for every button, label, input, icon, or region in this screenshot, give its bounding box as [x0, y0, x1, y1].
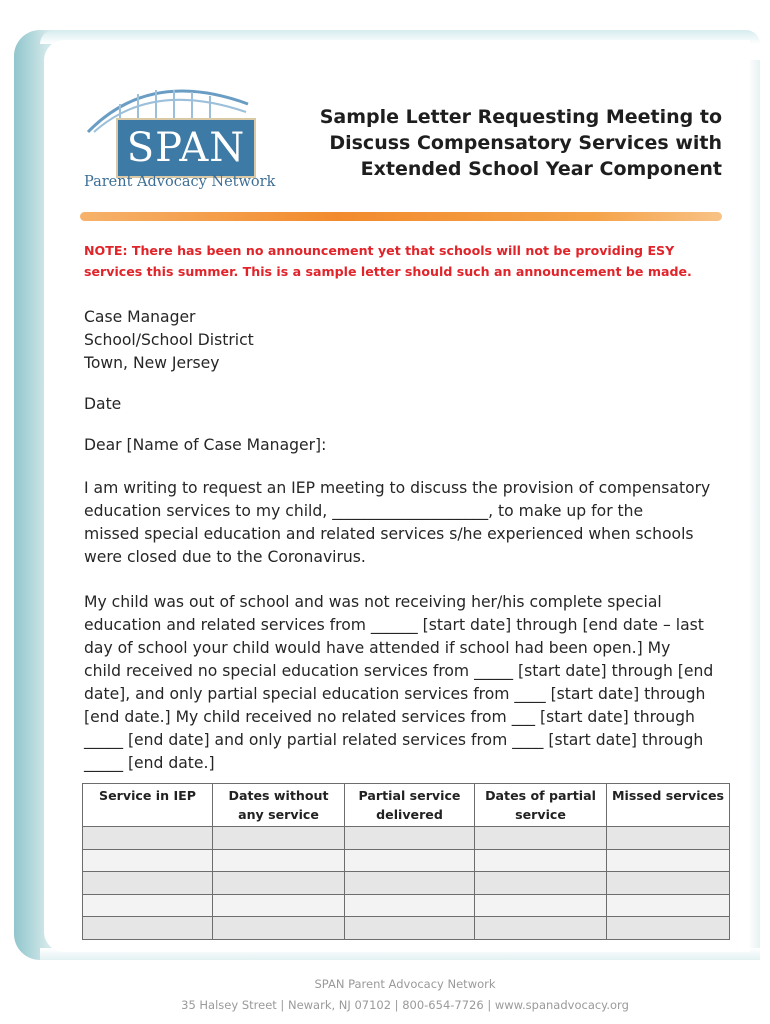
paragraph-line: My child was out of school and was not receiving her/his complete special: [84, 593, 662, 611]
table-cell[interactable]: [213, 894, 345, 917]
table-cell[interactable]: [213, 872, 345, 895]
logo-wordmark-box: [116, 118, 256, 178]
note-line: services this summer. This is a sample letter should such an announcement be made.: [84, 264, 692, 279]
table-cell[interactable]: [213, 917, 345, 940]
orange-divider: [80, 212, 722, 221]
table-row: [83, 849, 730, 872]
paragraph-line: _____ [end date.]: [84, 754, 215, 772]
header-dates-of-partial-service: Dates of partial service: [475, 784, 607, 827]
paragraph-line: child received no special education services from _____ [start date] through [end: [84, 662, 714, 680]
table-cell[interactable]: [345, 849, 475, 872]
address-line: School/School District: [84, 331, 254, 349]
paragraph-line: I am writing to request an IEP meeting to discuss the provision of compensatory: [84, 479, 711, 497]
table-row: [83, 827, 730, 850]
recipient-address: [84, 306, 254, 375]
footer-org-name: SPAN Parent Advocacy Network: [314, 977, 496, 991]
document-title: [282, 104, 722, 182]
table-row: [83, 872, 730, 895]
title-line: Discuss Compensatory Services with: [329, 132, 722, 154]
table-cell[interactable]: [83, 894, 213, 917]
table-cell[interactable]: [345, 827, 475, 850]
header-dates-without-service: Dates without any service: [213, 784, 345, 827]
header-missed-services: Missed services: [607, 784, 730, 827]
paragraph-line: _____ [end date] and only partial related services from ____ [start date] through: [84, 731, 704, 749]
header-partial-service-delivered: Partial service delivered: [345, 784, 475, 827]
body-paragraph-1: [84, 477, 710, 569]
body-paragraph-2: [84, 591, 713, 775]
table-cell[interactable]: [607, 849, 730, 872]
paragraph-line: date], and only partial special education services from ____ [start date] through: [84, 685, 706, 703]
table-cell[interactable]: [83, 917, 213, 940]
page-footer: [0, 974, 770, 1016]
services-table: [82, 783, 730, 940]
date-line: Date: [84, 395, 122, 413]
header-service-in-iep: Service in IEP: [83, 784, 213, 827]
paragraph-line: missed special education and related services s/he experienced when schools: [84, 525, 694, 543]
table-cell[interactable]: [345, 894, 475, 917]
paragraph-line: [end date.] My child received no related services from ___ [start date] through: [84, 708, 695, 726]
table-cell[interactable]: [345, 917, 475, 940]
table-cell[interactable]: [213, 827, 345, 850]
salutation: Dear [Name of Case Manager]:: [84, 436, 327, 454]
table-cell[interactable]: [475, 849, 607, 872]
table-row: [83, 894, 730, 917]
table-header-row: [83, 784, 730, 827]
logo-wordmark: SPAN: [126, 125, 246, 171]
paragraph-line: day of school your child would have attended if school had been open.] My: [84, 639, 671, 657]
paragraph-line: education services to my child, ____________________, to make up for the: [84, 502, 644, 520]
table-cell[interactable]: [475, 917, 607, 940]
paragraph-line: education and related services from ______ [start date] through [end date – last: [84, 616, 704, 634]
table-row: [83, 917, 730, 940]
title-line: Extended School Year Component: [360, 158, 722, 180]
table-cell[interactable]: [475, 872, 607, 895]
address-line: Town, New Jersey: [84, 354, 220, 372]
table-cell[interactable]: [83, 827, 213, 850]
table-cell[interactable]: [475, 827, 607, 850]
paragraph-line: were closed due to the Coronavirus.: [84, 548, 366, 566]
table-cell[interactable]: [607, 872, 730, 895]
logo-subtitle: Parent Advocacy Network: [84, 174, 276, 190]
table-cell[interactable]: [83, 872, 213, 895]
title-line: Sample Letter Requesting Meeting to: [319, 106, 722, 128]
table-cell[interactable]: [475, 894, 607, 917]
footer-contact: 35 Halsey Street | Newark, NJ 07102 | 800-654-7726 | www.spanadvocacy.org: [181, 998, 629, 1012]
table-cell[interactable]: [607, 827, 730, 850]
table-cell[interactable]: [83, 849, 213, 872]
address-line: Case Manager: [84, 308, 196, 326]
note-text: [84, 240, 734, 282]
table-cell[interactable]: [345, 872, 475, 895]
table-cell[interactable]: [607, 894, 730, 917]
table-cell[interactable]: [607, 917, 730, 940]
span-logo: [80, 74, 276, 194]
note-line: NOTE: There has been no announcement yet that schools will not be providing ESY: [84, 243, 675, 258]
table-cell[interactable]: [213, 849, 345, 872]
